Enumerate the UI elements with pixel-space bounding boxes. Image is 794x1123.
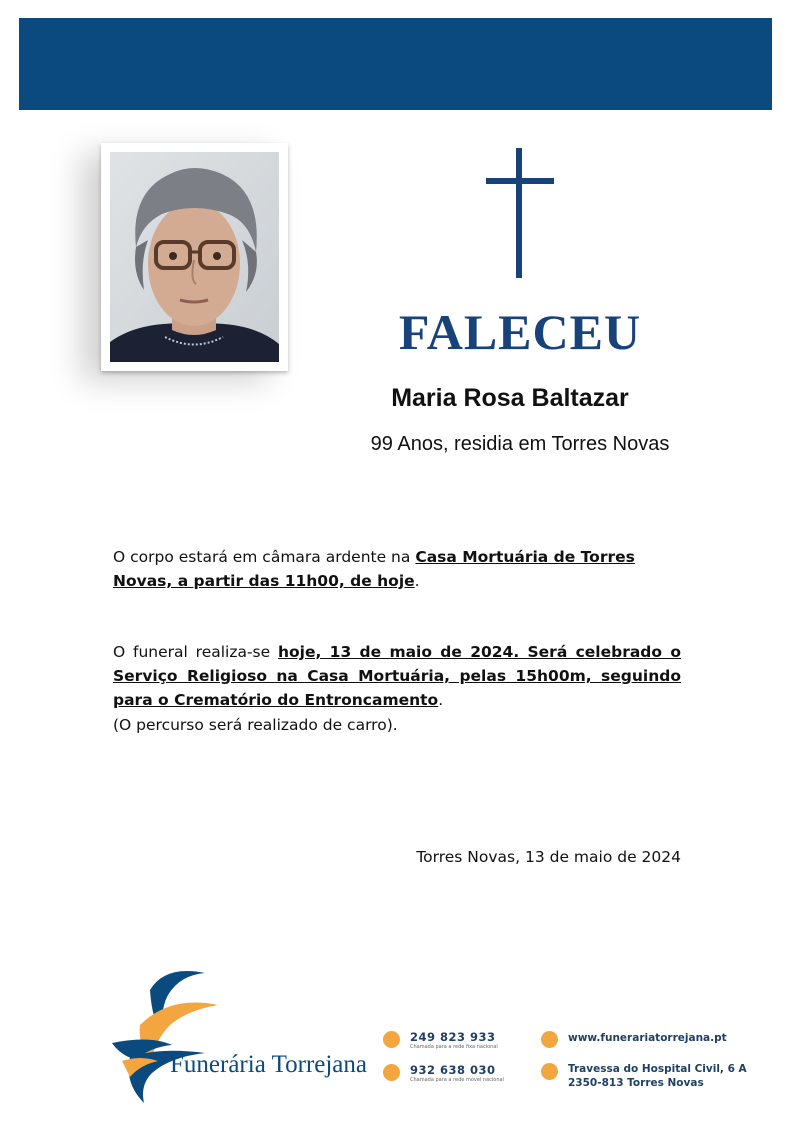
location-icon [541, 1063, 558, 1080]
funeral-text: O funeral realiza-se [113, 643, 278, 661]
heading-faleceu: FALECEU [398, 304, 642, 360]
deceased-details: 99 Anos, residia em Torres Novas [370, 433, 670, 455]
website-url[interactable]: www.funerariatorrejana.pt [568, 1032, 727, 1044]
phone1-note: Chamada para a rede fixa nacional [410, 1044, 498, 1050]
mobile-icon [383, 1064, 400, 1081]
web-icon [541, 1031, 558, 1048]
brand-logo [110, 965, 220, 1105]
phone2-note: Chamada para a rede móvel nacional [410, 1077, 504, 1083]
wake-text: O corpo estará em câmara ardente na [113, 548, 416, 566]
brand-name: Funerária Torrejana [170, 1051, 367, 1078]
funeral-note: (O percurso será realizado de carro). [113, 716, 398, 734]
wake-end: . [414, 572, 420, 590]
wake-paragraph [113, 545, 681, 593]
address-line1: Travessa do Hospital Civil, 6 A [568, 1063, 747, 1075]
address-line2: 2350-813 Torres Novas [568, 1077, 704, 1089]
cross-icon [486, 148, 554, 278]
funeral-paragraph [113, 640, 681, 712]
funeral-highlight: hoje, 13 de maio de 2024. Será celebrado o Serviço Religioso na Casa Mortuária, pelas 15h00m, seguindo para o Crematório do Entroncamento [113, 643, 681, 709]
header-banner [19, 18, 772, 110]
wake-highlight: Casa Mortuária de Torres Novas, a partir das 11h00, de hoje [113, 548, 635, 590]
phone-icon [383, 1031, 400, 1048]
place-date: Torres Novas, 13 de maio de 2024 [416, 848, 681, 866]
phone2-number: 932 638 030 [410, 1063, 496, 1077]
phone1-number: 249 823 933 [410, 1030, 496, 1044]
funeral-end: . [438, 691, 444, 709]
portrait-photo [101, 143, 288, 371]
deceased-name: Maria Rosa Baltazar [391, 384, 629, 412]
